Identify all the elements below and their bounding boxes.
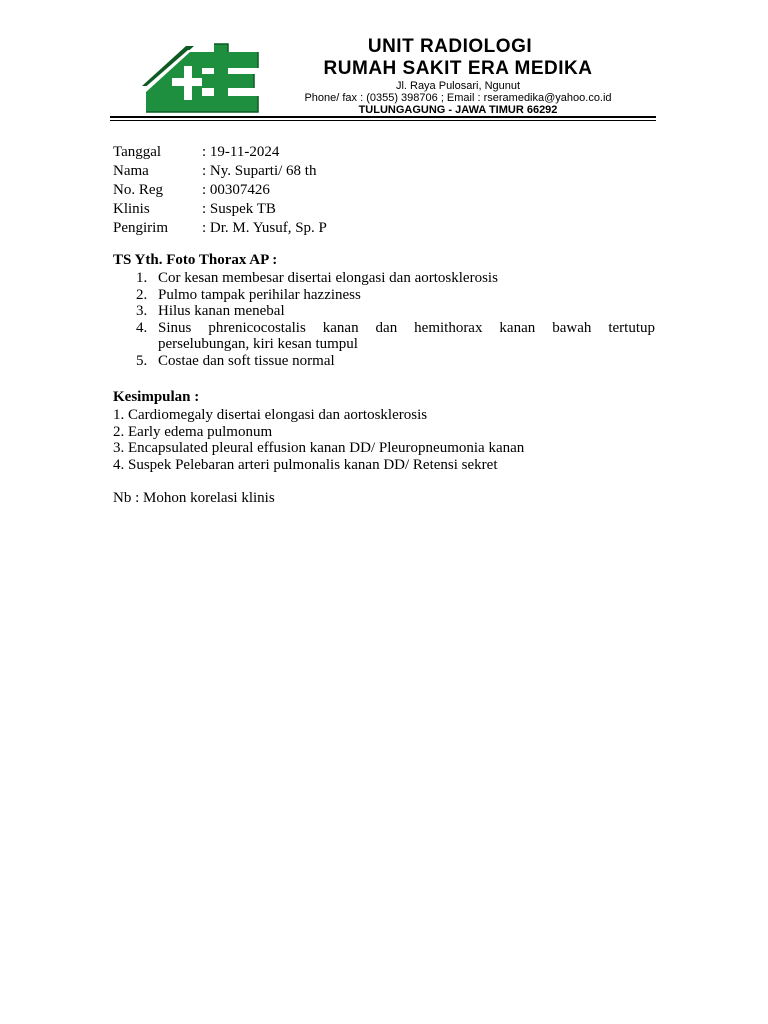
hospital-logo	[142, 42, 260, 114]
finding-text: Costae dan soft tissue normal	[158, 352, 335, 369]
info-row-clinical	[113, 200, 655, 219]
info-row-sender	[113, 219, 655, 238]
finding-item	[113, 353, 655, 370]
conclusion-item: 4. Suspek Pelebaran arteri pulmonalis kanan DD/ Retensi sekret	[113, 456, 498, 473]
info-value: : 19-11-2024	[202, 144, 280, 160]
info-value: : Ny. Suparti/ 68 th	[202, 163, 317, 179]
info-label: Nama	[113, 163, 149, 179]
finding-item	[113, 320, 655, 353]
finding-number: 1.	[136, 270, 148, 286]
info-label: Klinis	[113, 201, 150, 217]
conclusion-list	[113, 407, 655, 473]
info-label: Pengirim	[113, 220, 168, 236]
header-rule-thin	[110, 120, 656, 121]
conclusion-item: 3. Encapsulated pleural effusion kanan DD/ Pleuropneumonia kanan	[113, 440, 525, 456]
finding-text: Hilus kanan menebal	[158, 303, 285, 319]
finding-item	[113, 270, 655, 287]
info-value: : Suspek TB	[202, 201, 276, 217]
findings-title: TS Yth. Foto Thorax AP :	[113, 252, 278, 268]
hospital-name: RUMAH SAKIT ERA MEDIKA	[323, 58, 593, 79]
conclusion-item: 2. Early edema pulmonum	[113, 423, 273, 440]
conclusion-item: 1. Cardiomegaly disertai elongasi dan aortosklerosis	[113, 407, 428, 423]
clinical-note: Nb : Mohon korelasi klinis	[113, 490, 275, 506]
info-row-date	[113, 143, 655, 162]
conclusion-title: Kesimpulan :	[113, 389, 200, 405]
finding-text: Pulmo tampak perihilar hazziness	[158, 286, 361, 303]
hospital-city: TULUNGAGUNG - JAWA TIMUR 66292	[358, 104, 558, 116]
info-label: No. Reg	[113, 182, 163, 198]
unit-name: UNIT RADIOLOGI	[367, 36, 533, 57]
finding-number: 2.	[136, 286, 148, 303]
report-body	[113, 143, 655, 508]
finding-item	[113, 303, 655, 320]
hospital-contact: Phone/ fax : (0355) 398706 ; Email : rseramedika@yahoo.co.id	[304, 92, 612, 104]
hospital-address: Jl. Raya Pulosari, Ngunut	[395, 80, 521, 92]
info-value: : 00307426	[202, 182, 270, 198]
finding-number: 3.	[136, 303, 148, 319]
finding-number: 5.	[136, 352, 148, 369]
findings-list	[113, 270, 655, 369]
letterhead-text	[260, 36, 656, 116]
info-label: Tanggal	[113, 144, 162, 160]
letterhead	[110, 36, 656, 122]
info-row-name	[113, 162, 655, 181]
patient-info	[113, 143, 655, 238]
info-value: : Dr. M. Yusuf, Sp. P	[202, 220, 327, 236]
header-rule-thick	[110, 116, 656, 118]
finding-text: Sinus phrenicocostalis kanan dan hemithorax kanan bawah tertutup perselubungan, kiri kesan tumpul	[158, 319, 655, 352]
finding-item	[113, 287, 655, 304]
finding-number: 4.	[136, 319, 148, 336]
finding-text: Cor kesan membesar disertai elongasi dan aortosklerosis	[158, 270, 498, 286]
info-row-reg	[113, 181, 655, 200]
